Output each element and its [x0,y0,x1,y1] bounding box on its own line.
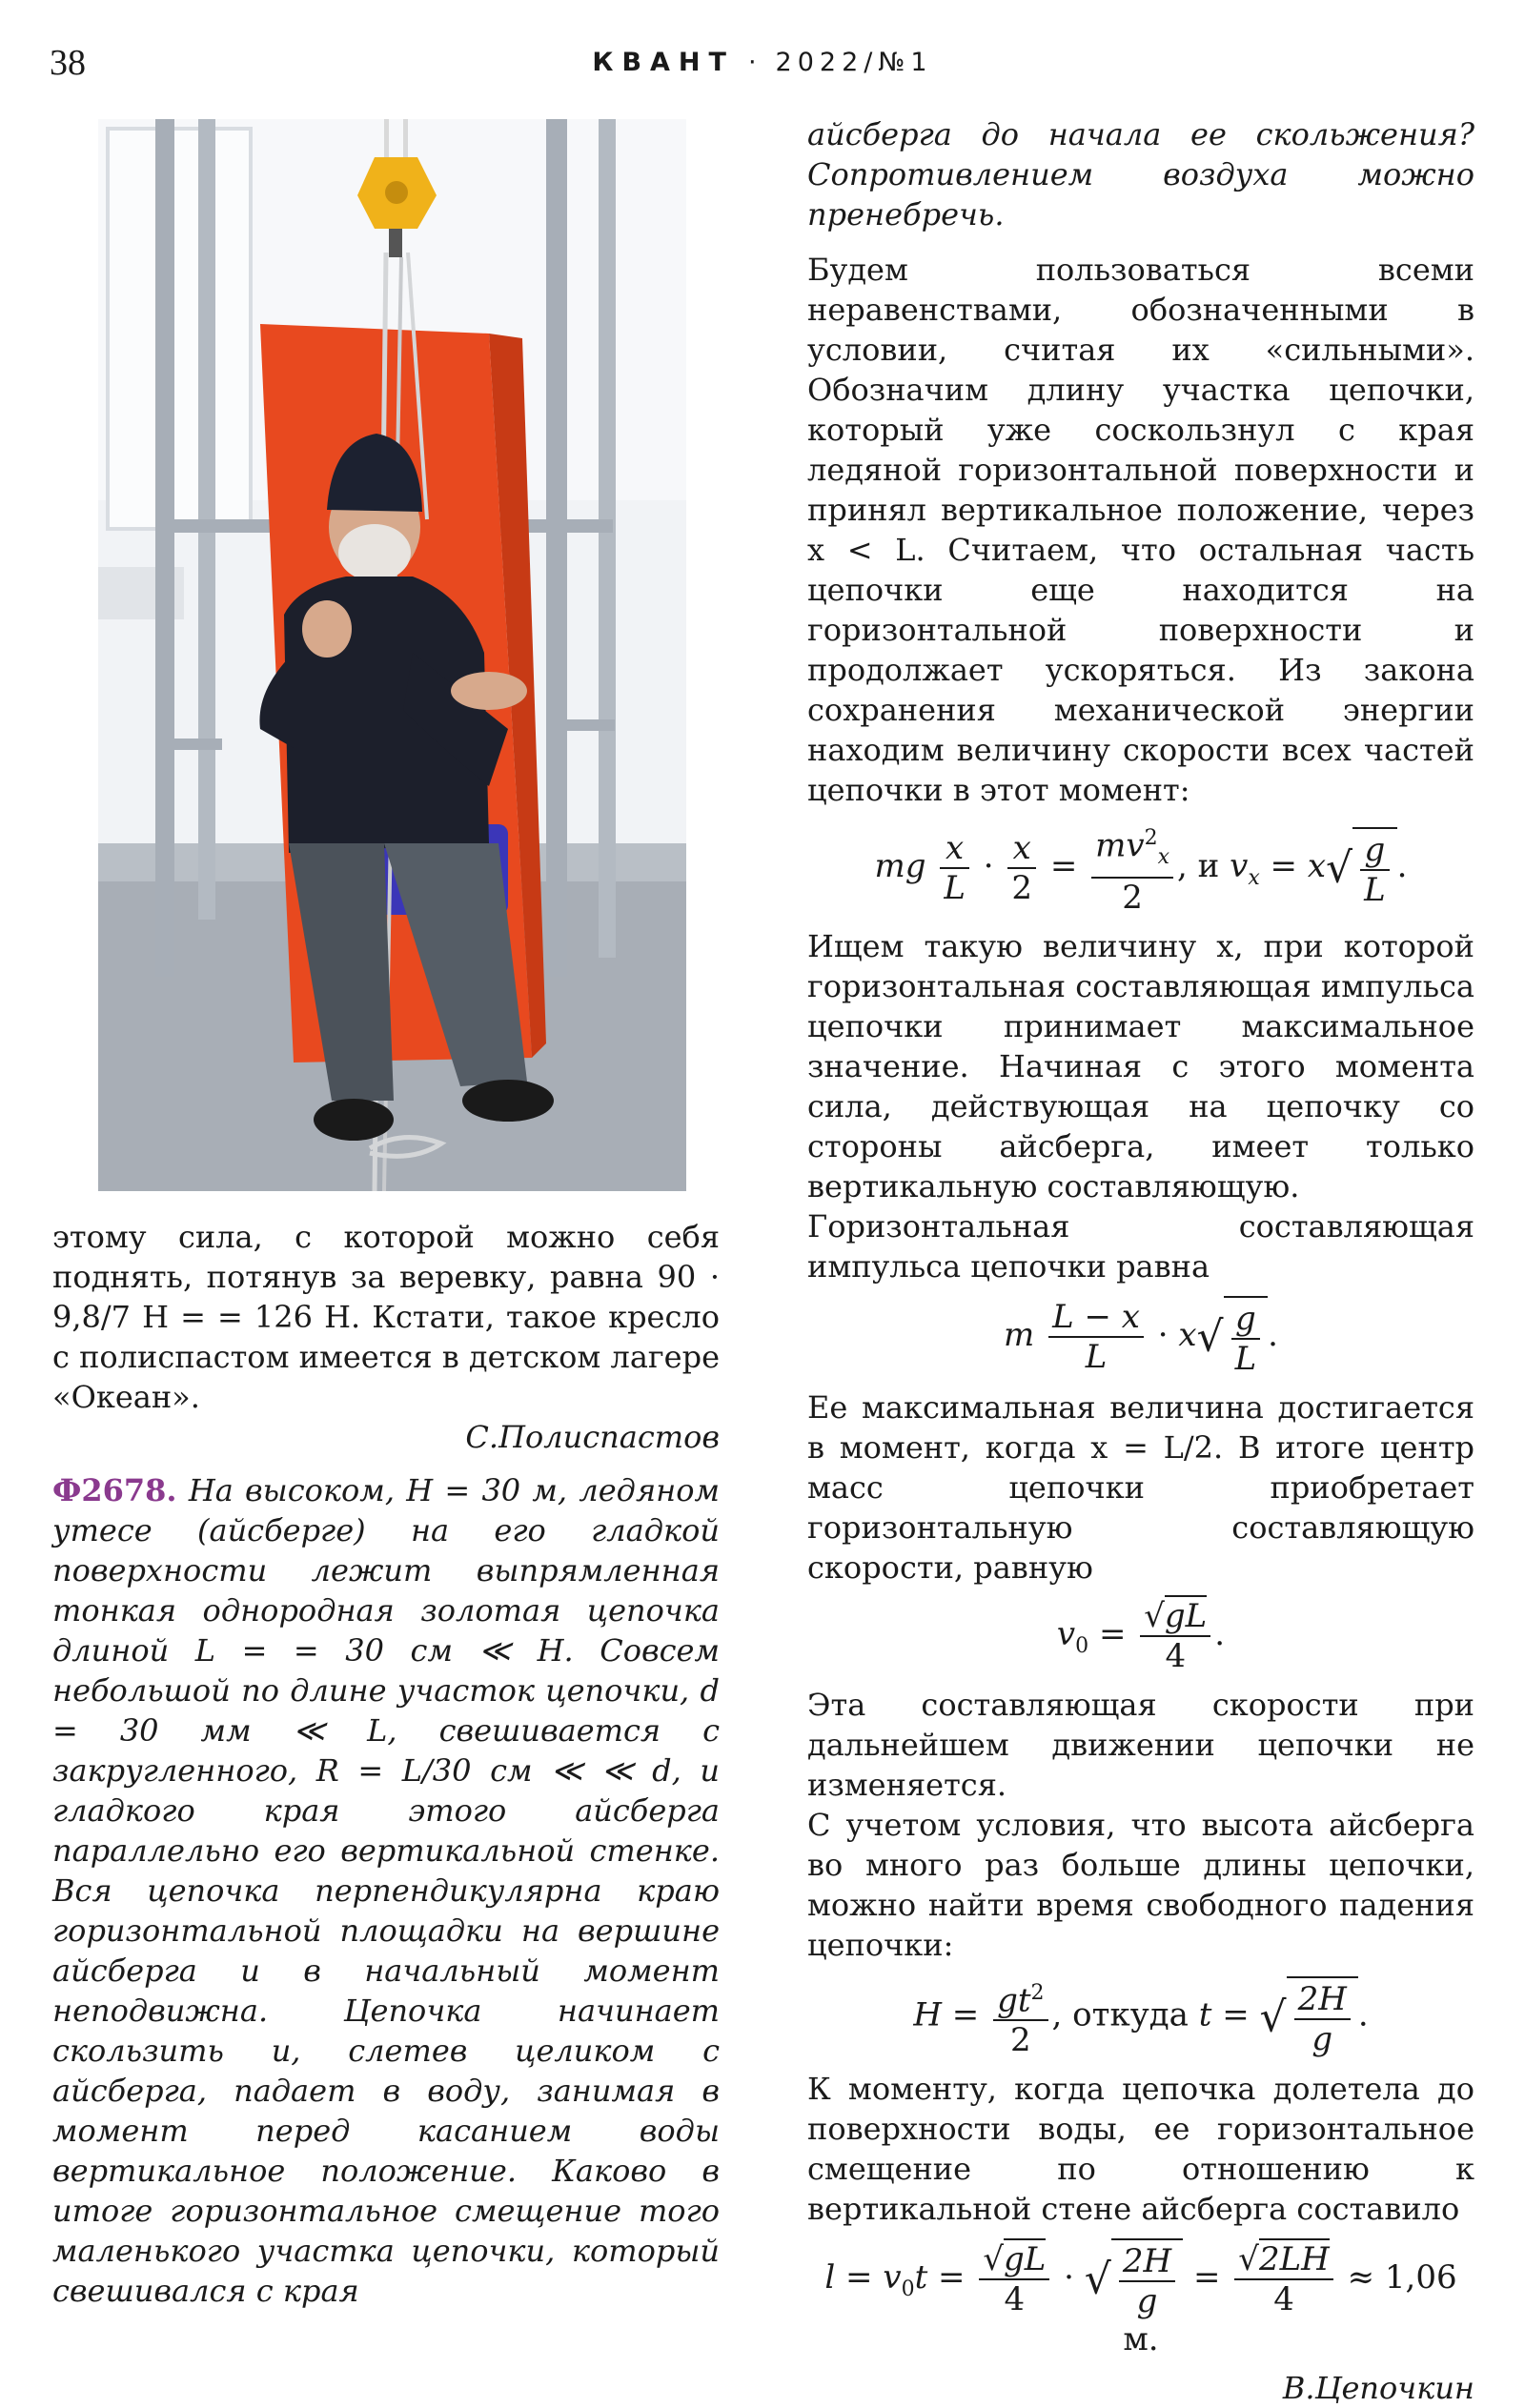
solution-p1: Будем пользоваться всеми неравенствами, обозначенными в условии, считая их «сильными». Обозначим длину участка цепочки, который уже соскользнул с края ледяной горизонтальной поверхности и принял вертикальное положение, через x < L. Считаем, что остальная часть цепочки еще находится на горизонтальной поверхности и продолжает ускоряться. Из закона сохранения механической энергии находим величину скорости всех частей цепочки в этот момент: [807,252,1474,808]
f1-mg: mg [874,847,926,886]
f1-frac-mv: $\frac{mv^2_x}{2}$ [1091,820,1173,917]
solution-p7: К моменту, когда цепочка долетела до поверхности воды, ее горизонтальное смещение по отношению к вертикальной стене айсберга составило [807,2071,1474,2228]
solution-p3: Горизонтальная составляющая импульса цепочки равна [807,1208,1474,1285]
formula-momentum: m $\frac{L - x}{L}$ · x√ $\frac{g}{L}$ . [1004,1298,1278,1379]
problem-id: Ф2678. [52,1472,177,1508]
journal-title: КВАНТ [592,48,735,77]
f1-dot: · [983,847,994,886]
photo-illustration [98,119,686,1191]
solution-p5: Эта составляющая скорости при дальнейшем движении цепочки не изменяется. [807,1687,1474,1804]
f1-and: , и [1177,847,1220,886]
problem-end: айсберга до начала ее скольжения? Сопротивлением воздуха можно пренебречь. [807,116,1474,233]
problem-text: На высоком, H = 30 м, ледяном утесе (айсберге) на его гладкой поверхности лежит выпрямленная тонкая однородная золотая цепочка длиной L = = 30 см ≪ H. Совсем небольшой по длине участок цепочки, d = 30 мм ≪ L, свешивается с закругленного, R = L/30 см ≪ ≪ d, и гладкого края этого айсберга параллельно его вертикальной стенке. Вся цепочка перпендикулярна краю горизонтальной площадки на вершине айсберга и в начальный момент неподвижна. Цепочка начинает скользить и, слетев целиком с айсберга, падает в воду, занимая в момент перед касанием воды вертикальное положение. Каково в итоге горизонтальное смещение того маленького участка цепочки, который свешивался с края [52,1472,721,2309]
problem-statement [52,1470,720,2311]
left-column [52,1217,720,2311]
formula-energy: mg $\frac{x}{L}$ · $\frac{x}{2}$ = $\frac{mv^2_x}{2}$ , и $v_x = x√$ $\frac{g}{L}$ . [807,820,1474,917]
formula-fall-time: H = $\frac{gt^2}{2}$ , откуда t = √ $\frac{2H}{g}$ . [807,1974,1474,2059]
f1-frac-x-2: $\frac{x}{2}$ [1007,829,1036,907]
solution-p4: Ее максимальная величина достигается в момент, когда x = L/2. В итоге центр масс цепочки приобретает горизонтальную составляющую скорости, равную [807,1389,1474,1587]
solution-p6: С учетом условия, что высота айсберга во много раз больше длины цепочки, можно найти время свободного падения цепочки: [807,1807,1474,1964]
f1-v: v [1230,847,1249,886]
page-number: 38 [50,43,86,83]
solution-p2: Ищем такую величину x, при которой горизонтальная составляющая импульса цепочки принимает максимальное значение. Начиная с этого момента сила, действующая на цепочку со стороны айсберга, имеет только вертикальную составляющую. [807,928,1474,1205]
photo-man-on-pulley-chair [98,119,686,1191]
issue-number: 2022/№1 [775,48,933,77]
separator-dot: · [747,48,762,77]
f1-frac-x-L: $\frac{x}{L}$ [940,829,969,907]
formula-v0: $v_0$ = $\frac{√gL}{4}$ . [1056,1597,1226,1676]
right-column [807,114,1474,2408]
f1-eq: = [1049,847,1078,886]
signature-left: С.Полиспастов [465,1419,720,1455]
f1-sqrt: √ $\frac{g}{L}$ [1326,827,1397,909]
running-head [0,48,1525,77]
signature-right: В.Цепочкин [1282,2370,1474,2407]
formula-displacement: $l = v_0t$ = $\frac{√gL}{4}$ · √ $\frac{2H}{g}$ = $\frac{√2LH}{4}$ ≈ 1,06 м. [824,2240,1457,2359]
left-continuation: этому сила, с которой можно себя поднять, потянув за веревку, равна 90 · 9,8/7 Н = = 126 Н. Кстати, такое кресло с полиспастом имеется в детском лагере «Океан». [52,1219,721,1415]
